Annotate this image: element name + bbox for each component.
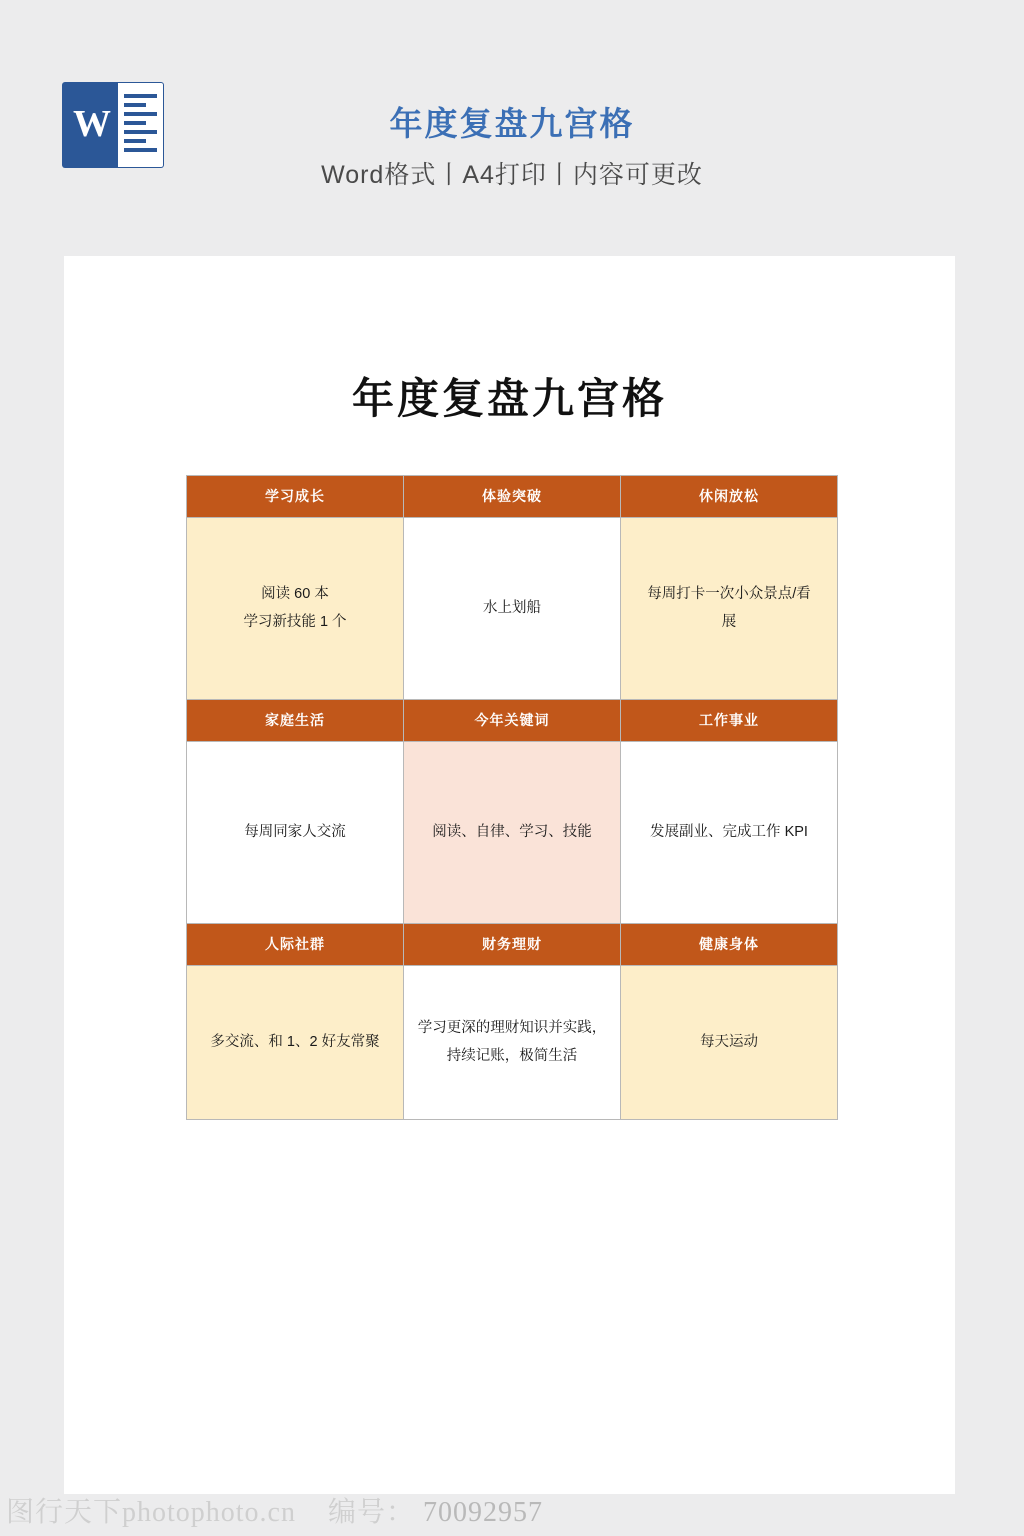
grid-content-cell[interactable]: [187, 518, 404, 700]
cell-line: 多交流、和 1、2 好友常聚: [210, 1033, 380, 1050]
footer-watermark: [0, 1490, 1024, 1536]
grid-content-cell[interactable]: [621, 518, 838, 700]
grid-content-cell[interactable]: [404, 966, 621, 1120]
table-row: [187, 924, 838, 966]
document-title: 年度复盘九宫格: [351, 374, 667, 423]
header-title: 年度复盘九宫格: [389, 105, 635, 142]
cell-line: 学习更深的理财知识并实践，: [417, 1019, 607, 1036]
table-row: [187, 476, 838, 518]
table-row: [187, 966, 838, 1120]
cell-line: 水上划船: [483, 599, 541, 616]
grid-header-cell: 学习成长: [187, 476, 404, 518]
watermark-text: [6, 1490, 543, 1530]
grid-header-cell: 体验突破: [404, 476, 621, 518]
grid-header-cell: 家庭生活: [187, 700, 404, 742]
watermark-code: 70092957: [423, 1497, 544, 1528]
grid-content-cell[interactable]: [621, 966, 838, 1120]
grid-content-cell[interactable]: [404, 518, 621, 700]
cell-line: 学习新技能 1 个: [243, 613, 347, 630]
grid-header-cell: 人际社群: [187, 924, 404, 966]
grid-content-cell[interactable]: [404, 742, 621, 924]
cell-line: 每周打卡一次小众景点/看: [647, 585, 811, 602]
table-row: [187, 700, 838, 742]
document-page: [64, 256, 955, 1494]
cell-line: 每天运动: [700, 1033, 758, 1050]
cell-line: 每周同家人交流: [244, 823, 346, 840]
nine-grid-table: [186, 475, 838, 1120]
page-header: [0, 0, 1024, 256]
grid-content-cell[interactable]: [187, 742, 404, 924]
cell-line: 展: [721, 613, 737, 630]
grid-content-cell[interactable]: [621, 742, 838, 924]
grid-header-cell: 休闲放松: [621, 476, 838, 518]
cell-line: 持续记账，极简生活: [446, 1047, 578, 1064]
grid-header-cell: 财务理财: [404, 924, 621, 966]
watermark-site: 图行天下photophoto.cn: [6, 1497, 296, 1528]
cell-line: 发展副业、完成工作 KPI: [650, 823, 808, 840]
table-row: [187, 742, 838, 924]
word-logo-letter: W: [73, 103, 111, 145]
grid-content-cell[interactable]: [187, 966, 404, 1120]
table-row: [187, 518, 838, 700]
watermark-label: 编号：: [328, 1497, 416, 1528]
grid-header-cell: 今年关键词: [404, 700, 621, 742]
grid-header-cell: 健康身体: [621, 924, 838, 966]
cell-line: 阅读、自律、学习、技能: [432, 823, 592, 840]
grid-header-cell: 工作事业: [621, 700, 838, 742]
cell-line: 阅读 60 本: [261, 585, 329, 602]
header-subtitle: Word格式丨A4打印丨内容可更改: [321, 161, 703, 189]
